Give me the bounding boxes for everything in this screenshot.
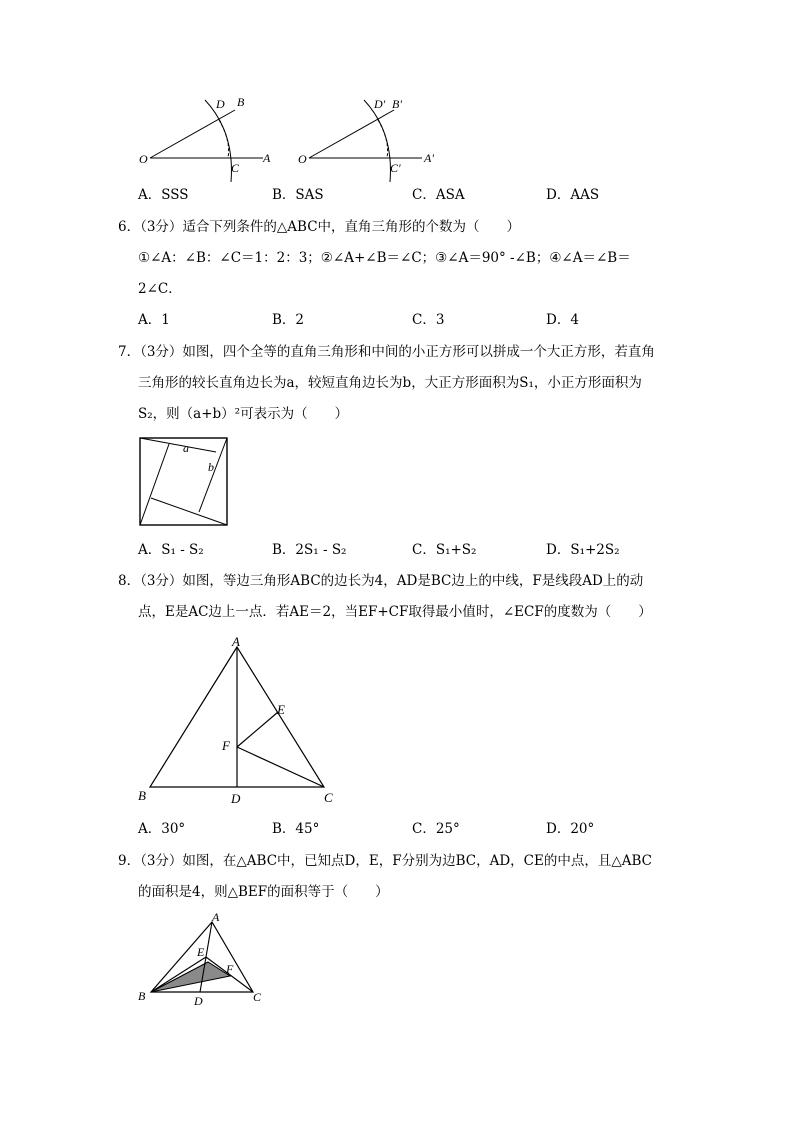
q6-option-d: D．4	[546, 312, 579, 328]
label-B: B	[237, 95, 245, 109]
label-D: D	[194, 994, 203, 1008]
q8-figure	[134, 632, 344, 810]
label-D: D	[231, 791, 241, 806]
q6-option-a: A．1	[138, 312, 170, 328]
q6-line-2: ①∠A：∠B：∠C＝1：2：3；②∠A+∠B＝∠C；③∠A＝90° -∠B；④∠A＝∠B＝	[138, 250, 631, 266]
q6-option-b: B．2	[272, 312, 305, 328]
label-B-prime: B'	[392, 97, 402, 111]
q8-line-1: 8．（3分）如图，等边三角形ABC的边长为4，AD是BC边上的中线，F是线段AD上的动	[118, 573, 644, 589]
label-C: C	[231, 161, 240, 175]
q9-figure	[134, 908, 274, 1012]
label-F: F	[222, 738, 230, 753]
q5-option-d: D．AAS	[546, 187, 600, 203]
label-O: O	[139, 152, 148, 166]
q7-line-1: 7．（3分）如图，四个全等的直角三角形和中间的小正方形可以拼成一个大正方形，若直角	[118, 344, 655, 360]
label-D: D	[216, 97, 225, 111]
label-D-prime: D'	[374, 97, 386, 111]
label-C: C	[324, 790, 333, 805]
label-B: B	[138, 788, 146, 803]
q8-option-d: D．20°	[546, 821, 595, 837]
q5-option-b: B．SAS	[272, 187, 324, 203]
q8-option-a: A．30°	[138, 821, 186, 837]
label-A: A	[263, 151, 271, 165]
label-b: b	[208, 460, 214, 474]
q8-line-2: 点，E是AC边上一点．若AE＝2，当EF+CF取得最小值时，∠ECF的度数为（ ）	[138, 604, 652, 620]
label-C-prime: C'	[390, 161, 401, 175]
q7-line-2: 三角形的较长直角边长为a，较短直角边长为b，大正方形面积为S₁，小正方形面积为	[138, 375, 642, 391]
label-A: A	[212, 910, 220, 924]
label-O: O	[298, 152, 307, 166]
q9-line-1: 9．（3分）如图，在△ABC中，已知点D，E，F分别为边BC，AD，CE的中点，且△ABC	[118, 853, 652, 869]
label-B: B	[138, 989, 146, 1003]
q5-option-a: A．SSS	[138, 187, 189, 203]
q6-line-3: 2∠C．	[138, 281, 182, 297]
q6-option-c: C．3	[412, 312, 445, 328]
q9-line-2: 的面积是4，则△BEF的面积等于（ ）	[138, 884, 389, 900]
q6-line-1: 6．（3分）适合下列条件的△ABC中，直角三角形的个数为（ ）	[118, 219, 521, 235]
q8-option-b: B．45°	[272, 821, 320, 837]
label-A-prime: A'	[424, 151, 434, 165]
q7-option-d: D．S₁+2S₂	[546, 542, 620, 558]
label-E: E	[277, 702, 285, 717]
label-a: a	[183, 441, 189, 455]
q5-figure-1	[135, 92, 285, 184]
label-A: A	[232, 634, 240, 649]
q7-line-3: S₂，则（a+b）²可表示为（ ）	[138, 406, 349, 422]
q7-option-c: C．S₁+S₂	[412, 542, 477, 558]
label-F: F	[226, 962, 234, 976]
q5-figure-2	[294, 92, 454, 184]
q5-option-c: C．ASA	[412, 187, 465, 203]
q7-option-b: B．2S₁ - S₂	[272, 542, 347, 558]
q8-option-c: C．25°	[412, 821, 460, 837]
label-C: C	[253, 990, 262, 1004]
q7-option-a: A．S₁ - S₂	[138, 542, 204, 558]
label-E: E	[197, 945, 205, 959]
q7-figure	[136, 434, 232, 530]
